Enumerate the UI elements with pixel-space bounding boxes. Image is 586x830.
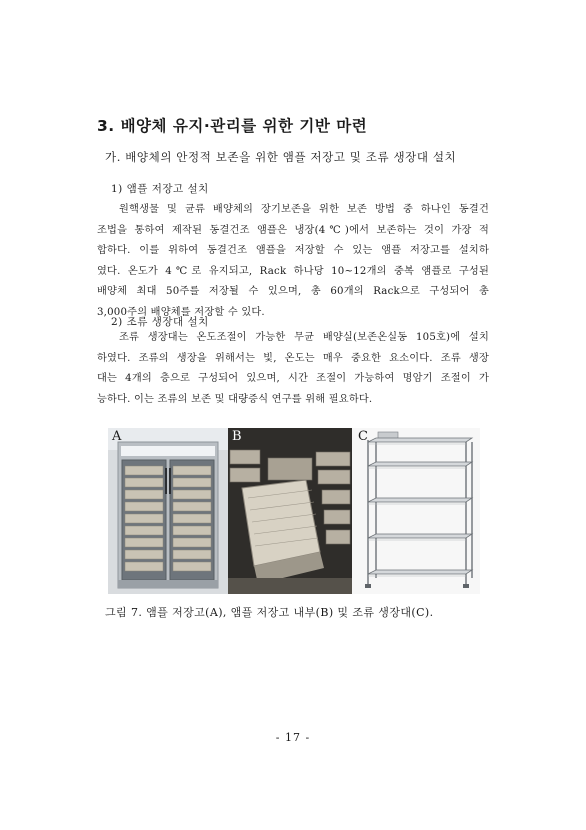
paragraph-line: 조류 생장대는 온도조절이 가능한 무균 배양실(보존온실동 105호)에 설치 bbox=[119, 332, 489, 343]
paragraph-ampoule-storage bbox=[97, 200, 489, 324]
figure-panel-c bbox=[352, 428, 480, 594]
paragraph-line: 3,000주의 배양체를 저장할 수 있다. bbox=[97, 306, 265, 318]
figure-7 bbox=[108, 428, 480, 594]
paragraph-line: 합하다. 이를 위하여 동결건조 앰플을 저장할 수 있는 앰플 저장고를 설치하 bbox=[97, 245, 489, 257]
storage-interior-photo bbox=[228, 428, 352, 594]
paragraph-line: 대는 4개의 층으로 구성되어 있으며, 시간 조절이 가능하여 명암기 조절이 가 bbox=[97, 373, 489, 385]
section-title: 3. 배양체 유지·관리를 위한 기반 마련 bbox=[97, 117, 368, 135]
paragraph-algae-shelf bbox=[97, 328, 489, 410]
figure-panel-a bbox=[108, 428, 228, 594]
item-heading-ampoule-storage: 1) 앰플 저장고 설치 bbox=[111, 183, 209, 195]
paragraph-line: 배양체 최대 50주를 저장될 수 있으며, 총 60개의 Rack으로 구성되어 총 bbox=[97, 286, 489, 298]
paragraph-line: 조법을 통하여 제작된 동결건조 앰플은 냉장(4℃)에서 보존하는 것이 가장 적 bbox=[97, 224, 489, 236]
subsection-title: 가. 배양체의 안정적 보존을 위한 앰플 저장고 및 조류 생장대 설치 bbox=[105, 150, 457, 164]
figure-caption: 그림 7. 앰플 저장고(A), 앰플 저장고 내부(B) 및 조류 생장대(C). bbox=[105, 606, 434, 619]
panel-label-b: B bbox=[232, 429, 242, 444]
paragraph-line: 능하다. 이는 조류의 보존 및 대량증식 연구를 위해 필요하다. bbox=[97, 393, 373, 405]
paragraph-line: 하였다. 조류의 생장을 위해서는 빛, 온도는 매우 중요한 요소이다. 조류 생장 bbox=[97, 352, 489, 364]
paragraph-line: 였다. 온도가 4℃로 유지되고, Rack 하나당 10~12개의 중복 앰플로 구성된 bbox=[97, 265, 489, 277]
item-heading-algae-shelf: 2) 조류 생장대 설치 bbox=[111, 316, 209, 328]
panel-label-c: C bbox=[358, 429, 368, 444]
figure-panel-b bbox=[228, 428, 352, 594]
algae-shelf-photo bbox=[352, 428, 480, 594]
ampoule-storage-photo bbox=[108, 428, 228, 594]
panel-label-a: A bbox=[112, 429, 122, 444]
page-number: - 17 - bbox=[275, 731, 311, 744]
paragraph-line: 원핵생물 및 균류 배양체의 장기보존을 위한 보존 방법 중 하나인 동결건 bbox=[119, 204, 489, 215]
